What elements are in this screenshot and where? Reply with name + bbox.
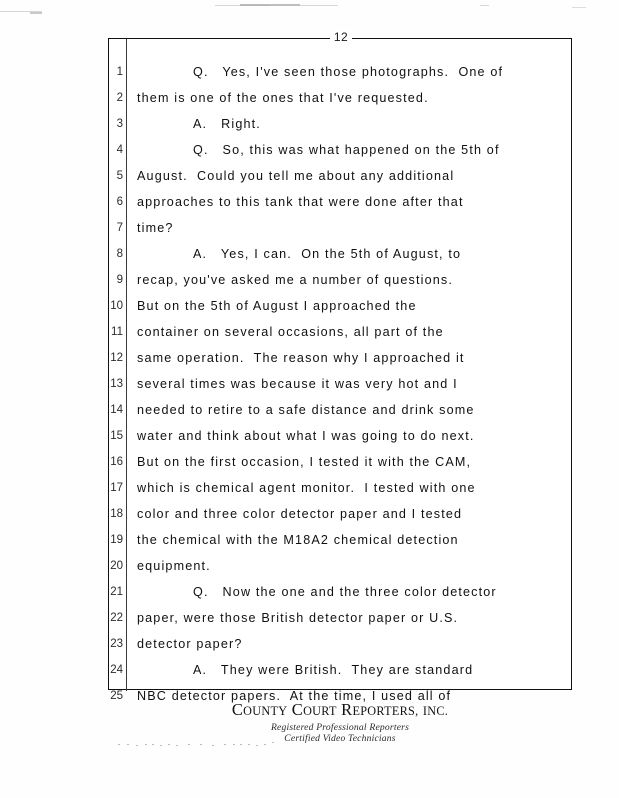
firm-tagline-2: Certified Video Technicians [284, 733, 396, 744]
line-text: time? [137, 221, 174, 235]
line-number: 12 [110, 352, 123, 364]
line-text: color and three color detector paper and I tested [137, 507, 463, 521]
line-text: A. They were British. They are standard [193, 663, 474, 677]
line-text: same operation. The reason why I approached it [137, 351, 465, 365]
line-number: 13 [110, 378, 123, 390]
scan-artifact-streak [300, 5, 338, 6]
firm-name-part: OURT [303, 704, 337, 718]
scan-speckle [264, 744, 266, 745]
line-number: 7 [116, 222, 123, 234]
line-number: 11 [111, 326, 123, 338]
line-number: 10 [110, 300, 123, 312]
line-text: But on the 5th of August I approached the [137, 299, 417, 313]
line-text: several times was because it was very hot and I [137, 377, 458, 391]
line-text: A. Right. [193, 117, 261, 131]
transcript-line [109, 163, 573, 189]
transcript-line [109, 397, 573, 423]
page-number-value: 12 [330, 30, 352, 44]
line-text: But on the first occasion, I tested it with the CAM, [137, 455, 472, 469]
line-number: 18 [110, 508, 123, 520]
transcript-line [109, 241, 573, 267]
line-number: 2 [116, 92, 123, 104]
line-text: which is chemical agent monitor. I tested with one [137, 481, 476, 495]
transcript-line [109, 371, 573, 397]
line-text: Q. Now the one and the three color detector [193, 585, 497, 599]
scan-artifact-streak [480, 5, 489, 6]
line-text: approaches to this tank that were done after that [137, 195, 464, 209]
transcript-line [109, 189, 573, 215]
line-number: 3 [116, 118, 123, 130]
line-number: 5 [116, 170, 123, 182]
line-text: detector paper? [137, 637, 243, 651]
transcript-line [109, 527, 573, 553]
transcript-frame [108, 30, 572, 703]
scan-speckle [168, 744, 170, 745]
scan-speckle [212, 745, 214, 746]
line-number: 15 [110, 430, 123, 442]
transcript-line [109, 345, 573, 371]
line-text: recap, you've asked me a number of questions. [137, 273, 453, 287]
line-number: 14 [110, 404, 123, 416]
transcript-line [109, 553, 573, 579]
line-text: needed to retire to a safe distance and drink some [137, 403, 475, 417]
scan-artifact-streak [572, 7, 586, 8]
transcript-line [109, 59, 573, 85]
scan-speckle [127, 744, 129, 745]
firm-name-part: EPORTERS, [352, 704, 419, 718]
scan-speckle [200, 744, 202, 745]
line-text: August. Could you tell me about any additional [137, 169, 455, 183]
transcript-line [109, 293, 573, 319]
scan-speckle [256, 745, 258, 746]
transcript-line [109, 137, 573, 163]
scan-speckle [136, 745, 138, 746]
transcript-line [109, 501, 573, 527]
scan-speckle [160, 745, 162, 746]
page-number [109, 30, 573, 44]
transcript-line [109, 267, 573, 293]
scan-speckle [224, 744, 226, 745]
line-number: 17 [110, 482, 123, 494]
line-text: Q. Yes, I've seen those photographs. One of [193, 65, 504, 79]
line-number: 20 [110, 560, 123, 572]
transcript-line [109, 631, 573, 657]
transcript-line [109, 215, 573, 241]
line-number: 16 [110, 456, 123, 468]
line-number: 21 [110, 586, 123, 598]
scan-speckle [188, 744, 190, 745]
line-number: 23 [110, 638, 123, 650]
firm-tagline-1: Registered Professional Reporters [270, 722, 410, 733]
firm-name-part: C [231, 700, 244, 719]
line-number: 24 [110, 664, 123, 676]
firm-name-part: C [291, 700, 304, 719]
line-number: 1 [116, 66, 123, 78]
line-text: Q. So, this was what happened on the 5th of [193, 143, 500, 157]
transcript-line [109, 111, 573, 137]
line-number: 6 [116, 196, 123, 208]
transcript-line [109, 475, 573, 501]
line-text: water and think about what I was going to do next. [137, 429, 475, 443]
transcript-line [109, 85, 573, 111]
line-text: NBC detector papers. At the time, I used all of [137, 689, 452, 703]
line-text: them is one of the ones that I've requested. [137, 91, 429, 105]
transcript-line [109, 319, 573, 345]
transcript-line [109, 423, 573, 449]
line-text: paper, were those British detector paper or U.S. [137, 611, 459, 625]
scan-speckle [240, 744, 242, 745]
reporter-imprint [108, 700, 572, 744]
scan-speckle [145, 744, 147, 745]
line-number: 4 [116, 144, 123, 156]
line-text: A. Yes, I can. On the 5th of August, to [193, 247, 462, 261]
scan-artifact-streak [240, 4, 300, 6]
scan-speckle [152, 744, 154, 745]
scan-speckle [176, 745, 178, 746]
scan-speckle [233, 744, 235, 745]
line-text: the chemical with the M18A2 chemical detection [137, 533, 459, 547]
scan-speckle [118, 744, 120, 745]
line-number: 25 [110, 690, 123, 702]
line-text: container on several occasions, all part of the [137, 325, 444, 339]
transcript-line [109, 579, 573, 605]
line-number: 19 [110, 534, 123, 546]
scan-speckle [248, 744, 250, 745]
transcript-line [109, 657, 573, 683]
transcript-body [109, 59, 573, 709]
firm-name [108, 700, 572, 720]
line-number: 8 [116, 248, 123, 260]
line-text: equipment. [137, 559, 211, 573]
scan-speckle [272, 742, 274, 743]
transcript-line [109, 605, 573, 631]
firm-name-part: OUNTY [243, 704, 288, 718]
scan-artifact-streak [30, 12, 42, 14]
transcript-line [109, 449, 573, 475]
firm-name-part: R [341, 700, 353, 719]
line-number: 22 [110, 612, 123, 624]
line-number: 9 [116, 274, 123, 286]
firm-name-suffix: INC. [422, 704, 449, 718]
